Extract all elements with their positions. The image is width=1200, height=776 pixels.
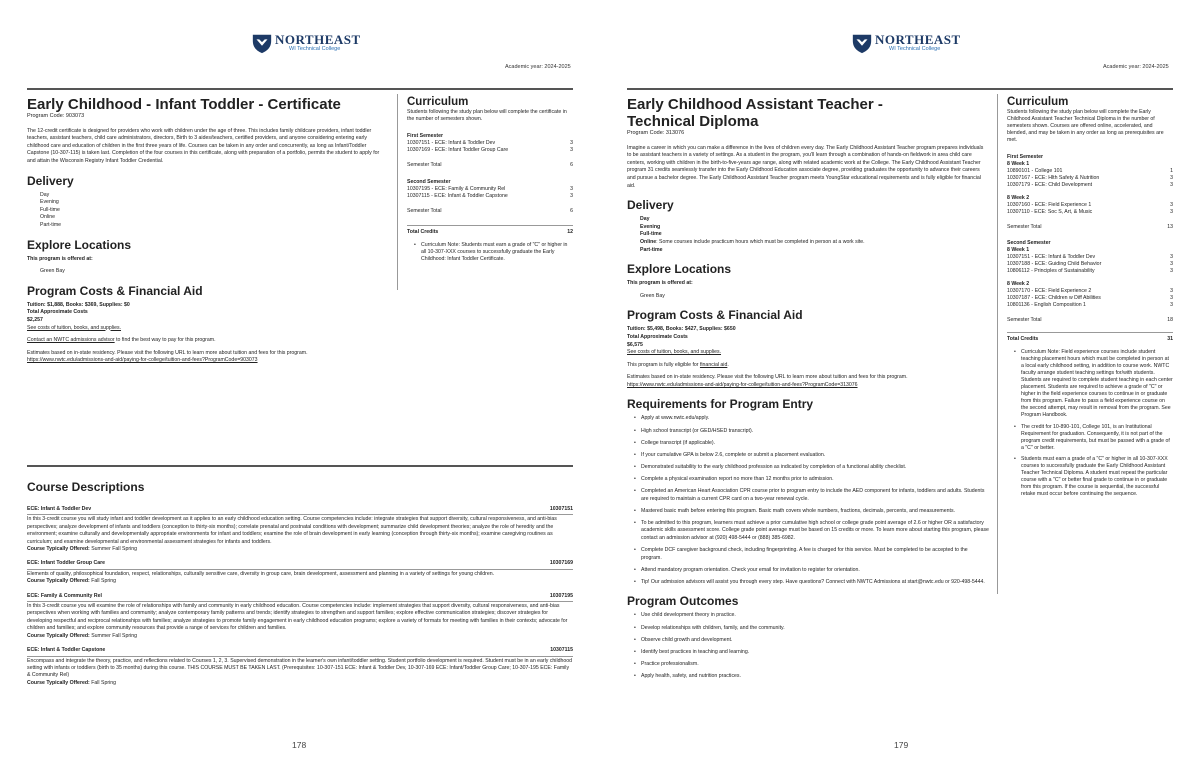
course-row: 10307188 - ECE: Guiding Child Behavior 3 (1007, 261, 1173, 267)
course-offered: Summer Fall Spring (89, 632, 138, 639)
course-entry: ECE: Infant & Toddler Dev 10307151 In this 3-credit course you will study infant and toddler development as it applies to an early childhood education setting. Course competencies include: integrate strategies that support diversity, cultural responsiveness, and anti-bias perspectives; analyze development of infants and toddlers (conception to thirty-six months); correlate prenatal and postnatal conditions with development; summarize child development theories; analyze the role of heredity and the environment; examine culturally and developmentally appropriate environments for infant and toddlers; examine the role of brain development in early learning (conception through thirty-six months); examine caregiving routines as curriculum; and examine developmental and environmental assessment strategies for infants and toddlers. Course Typically Offered: Summer Fall Spring (27, 506, 573, 553)
header-rule (627, 88, 1173, 90)
curriculum-notes (1007, 349, 1173, 498)
approx-label: Total Approximate Costs (627, 333, 688, 340)
semester-name: First Semester (1007, 154, 1044, 160)
section-rule (27, 465, 573, 467)
course-descriptions-heading: Course Descriptions (27, 480, 145, 494)
course-entry: ECE: Infant Toddler Group Care 10307169 Elements of quality, philosophical foundation, respect, relationships, culturally sensitive care, diversity in group care, brain development, assessment and planning in a variety of settings for young children. Course Typically Offered: Fall Spring (27, 560, 573, 585)
delivery-item: Evening (640, 223, 661, 230)
requirement-item: • If your cumulative GPA is below 2.6, complete or submit a placement evaluation. (634, 452, 989, 460)
course-descriptions (27, 480, 573, 694)
course-name: ECE: Infant & Toddler Dev (27, 506, 92, 512)
course-number: 10307151 (549, 506, 573, 512)
requirement-item: • Attend mandatory program orientation. Check your email for invitation to register for orientation. (634, 567, 989, 575)
curriculum-note: • Students must earn a grade of a "C" or higher in all 10-307-XXX courses to successfully graduate the Early Childhood Assistant Teacher Technical Diploma. A student must repeat the particular course with a "C" or better final grade to continue in or graduate from this program. If the course is sequential, the successful retake must occur before continuing the sequence. (1014, 456, 1173, 498)
contact-advisor-link[interactable]: Contact an NWTC admissions advisor (27, 337, 115, 344)
course-offered: Fall Spring (89, 679, 116, 686)
delivery-item: Online (40, 214, 55, 221)
curriculum-intro: Students following the study plan below will complete the Early Childhood Assistant Teacher Technical Diploma in the number of semesters shown. Courses are offered online, accelerated, and blended, and may be taken in any order as long as prerequisites are met. (1007, 109, 1164, 143)
curriculum-intro: Students following the study plan below will complete the certificate in the number of semesters shown. (407, 109, 567, 122)
course-row: 10801136 - English Composition 1 3 (1007, 302, 1173, 308)
location: Green Bay (40, 268, 65, 275)
course-row: 10307170 - ECE: Field Experience 2 3 (1007, 288, 1173, 294)
requirement-item: • To be admitted to this program, learners must achieve a prior cumulative high school or college grade point average of 2.6 or higher OR a satisfactory academic skills assessment score. College grade point average must be based on 15 credits or more. To learn more about starting this program, please contact an admission advisor at (920) 498-5444 or (888) 385-6982. (634, 520, 989, 543)
course-desc: Encompass and integrate the theory, practice, and reflections related to Courses 1, 2, 3. Supervised demonstration in the learner's own infant/toddler setting. Student portfolio development is required. Student must be in an early childhood setting with infants or toddlers (birth to 35 months) during this course. THIS COURSE MUST BE TAKEN LAST. (Prerequisites: 10-307-151 ECE: Infant & Toddler Dev, 10-307-169 ECE: Infant/Toddler Group Care; 10-307-195 ECE: Family & Community Rel) (27, 657, 573, 679)
delivery-item: Part-time (640, 246, 663, 253)
delivery-item: Day (640, 216, 650, 223)
block-name: 8 Week 1 (1007, 161, 1030, 167)
semester-name: Second Semester (407, 179, 451, 185)
course-row: 10307179 - ECE: Child Development 3 (1007, 182, 1173, 188)
program-main (627, 96, 989, 685)
outcome-item: • Use child development theory in practice. (634, 612, 989, 620)
outcome-item: • Develop relationships with children, family, and the community. (634, 625, 989, 633)
requirement-item: • Completed an American Heart Association CPR course prior to program entry to include the AED component for infants, toddlers and adults. Students are required to maintain a current CPR card on a two-year renewal cycle. (634, 488, 989, 503)
course-row: 10307167 - ECE: Hlth Safety & Nutrition 3 (1007, 175, 1173, 181)
program-main (27, 96, 389, 365)
northeast-logo: NORTHEAST WI Technical College (851, 32, 961, 54)
course-desc: In this 3-credit course you will study infant and toddler development as it applies to an early childhood education setting. Course competencies include: integrate strategies that support diversity, cultural responsiveness, and anti-bias perspectives; analyze development of infants and toddlers (conception to thirty-six months); correlate prenatal and postnatal conditions with development; summarize child development theories; analyze the role of heredity and the environment; examine culturally and developmentally appropriate environments for infant and toddlers; examine the role of brain development in early learning (conception through thirty-six months); examine caregiving routines as curriculum; and examine developmental and environmental assessment strategies for infants and toddlers. (27, 516, 557, 545)
delivery-item: Full-time (640, 231, 662, 238)
course-number: 10307195 (549, 592, 573, 599)
page-number: 178 (292, 740, 307, 750)
delivery-list (27, 192, 389, 230)
tuition: Tuition: $1,888, Books: $369, Supplies: $0 (27, 301, 130, 308)
requirement-item: • Mastered basic math before entering this program. Basic math covers whole numbers, fractions, decimals, percents, and measurements. (634, 508, 989, 516)
curriculum-note: • Curriculum Note: Students must earn a grade of "C" or higher in all 10-307-XXX courses to successfully graduate the Early Childhood: Infant Toddler Certificate. (414, 242, 573, 263)
course-number: 10307115 (550, 647, 573, 654)
curriculum-note: • Curriculum Note: Field experience courses include student teaching placement hours which must be completed in person at a local early childhood setting, in addition to course work. NWTC faculty arrange student teaching settings for/with students. Students are required to complete student teaching in each center placement. Students are required to achieve a grade of "C" or higher in the field experience courses to continue in or graduate from this program. Failure to pass a field experience course on the second attempt, may result in removal from the program. See Program Handbook. (1014, 349, 1173, 419)
page-title: Early Childhood Assistant Teacher - Technical Diploma (627, 96, 883, 130)
course-row: 10307187 - ECE: Children w Diff Abilities 3 (1007, 295, 1173, 301)
course-entry: ECE: Family & Community Rel 10307195 In this 3-credit course you will examine the role of relationships with family and community in early childhood education. Course competencies include: implement strategies that support diversity, cultural responsiveness, and anti-bias perspectives when working with families and community; analyze contemporary family patterns and trends; identify strategies to strengthen and support families; explore effective communication strategies; discover strategies for developing respectful and reciprocal relationships with families; analyze strategies to promote family engagement in early childhood education programs; explore a variety of formats for meeting with families in their contexts; advocate for children and families; and explore community resources that provide a range of services for children and families. Course Typically Offered: Summer Fall Spring (27, 592, 573, 639)
course-name: ECE: Infant Toddler Group Care (27, 560, 106, 567)
offered-at: This program is offered at: (627, 280, 693, 287)
course-row: 10307151 - ECE: Infant & Toddler Dev 3 (407, 140, 573, 146)
course-row: 10890101 - College 101 1 (1007, 168, 1173, 174)
requirement-item: • Demonstrated suitability to the early childhood profession as indicated by completion of a functional ability checklist. (634, 464, 989, 472)
course-row: 10307110 - ECE: Soc S, Art, & Music 3 (1007, 209, 1173, 215)
program-intro: Imagine a career in which you can make a difference in the lives of children every day. The Early Childhood Assistant Teacher program prepares individuals to be assistant teachers in a variety of settings. As a student in the program, you'll learn through a combination of hands-on fieldwork in area child care centers, working with children in the birth-to-five-years age range, along with related academic work at the College. The Early Childhood Assistant Teacher program 31 credits seamlessly transfer into the Early Childhood Education associate degree, providing graduates the opportunity to advance their careers and pursue a bachelor degree. The Early Childhood Assistant Teacher program meets YoungStar educational requirements and is fully eligible for financial aid. (627, 144, 984, 189)
outcome-item: • Observe child growth and development. (634, 637, 989, 645)
course-desc: Elements of quality, philosophical foundation, respect, relationships, culturally sensitive care, diversity in group care, brain development, assessment and planning in a variety of settings for young children. (27, 570, 495, 577)
outcome-item: • Apply health, safety, and nutrition practices. (634, 673, 989, 681)
financial-aid-line: This program is fully eligible for financial aid. (627, 361, 729, 368)
outcome-item: • Practice professionalism. (634, 661, 989, 669)
costs-heading: Program Costs & Financial Aid (27, 283, 203, 298)
course-row: 10307115 - ECE: Infant & Toddler Capstone 3 (407, 193, 573, 199)
column-divider (997, 94, 998, 594)
curriculum-heading: Curriculum (407, 96, 469, 108)
semester-total: Semester Total 18 (1007, 317, 1173, 323)
delivery-item: Online: Some courses include practicum hours which must be completed in person at a work site. (640, 238, 865, 245)
course-desc: In this 3-credit course you will examine the role of relationships with family and community in early childhood education. Course competencies include: implement strategies that support diversity, cultural responsiveness, and anti-bias perspectives when working with families and community; analyze contemporary family patterns and trends; identify strategies to strengthen and support families; explore effective communication strategies; discover strategies for developing respectful and reciprocal relationships with families; analyze strategies to promote family engagement in early childhood education programs; explore a variety of formats for meeting with families in their contexts; advocate for children and families; and explore community resources that provide a range of services for children and families. (27, 603, 568, 632)
tuition: Tuition: $5,498, Books: $427, Supplies: $650 (627, 326, 736, 333)
block-name: 8 Week 2 (1007, 195, 1030, 201)
location: Green Bay (640, 292, 665, 299)
outcome-item: • Identify best practices in teaching and learning. (634, 649, 989, 657)
requirements-heading: Requirements for Program Entry (627, 397, 814, 412)
course-name: ECE: Family & Community Rel (27, 592, 102, 599)
program-intro: The 12-credit certificate is designed for providers who work with children under the age of three. This includes family childcare providers, infant toddler teachers, assistant teachers, child care administrators, directors, Birth to 3 aides/teachers, certified providers, and anyone considering entering early childhood care and education of children in the first three years of life. Courses can be taken in any order and concurrently, as long as Infant/Toddler Capstone (10-307-115) is taken last. Completion of the four courses in this certificate, along with preparation of a portfolio, permits the student to apply for and attain the Wisconsin Registry Infant Toddler Credential. (27, 127, 380, 164)
course-row: 10307169 - ECE: Infant Toddler Group Care 3 (407, 147, 573, 153)
page-179 (600, 0, 1200, 776)
requirement-item: • Complete DCF caregiver background check, including fingerprinting. A fee is charged for this service. Must be completed to be accepted to the program. (634, 547, 989, 562)
costs-link[interactable]: See costs of tuition, books, and supplies. (27, 324, 122, 331)
outcomes-list (627, 612, 989, 680)
outcomes-heading: Program Outcomes (627, 594, 739, 609)
shield-logo-icon (251, 32, 273, 54)
semester-total: Semester Total 6 (407, 208, 573, 214)
academic-year: Academic year: 2024-2025 (505, 64, 571, 70)
delivery-list (627, 216, 989, 254)
page-number: 179 (894, 740, 909, 750)
requirement-item: • Tip! Our admission advisors will assist you through every step. Have questions? Connect with NWTC Admissions at start@nwtc.edu or 920-498-5444. (634, 579, 989, 587)
approx-value: $2,257 (27, 316, 43, 323)
semester-total: Semester Total 13 (1007, 224, 1173, 230)
curriculum-heading: Curriculum (1007, 96, 1069, 108)
delivery-heading: Delivery (27, 173, 74, 188)
delivery-item: Evening (40, 199, 59, 206)
course-row: 10307195 - ECE: Family & Community Rel 3 (407, 186, 573, 192)
academic-year: Academic year: 2024-2025 (1103, 64, 1169, 70)
curriculum (1007, 96, 1173, 503)
requirement-item: • High school transcript (or GED/HSED transcript). (634, 428, 989, 436)
requirement-item: • College transcript (if applicable). (634, 440, 989, 448)
total-credits: Total Credits 31 (1007, 332, 1173, 343)
program-code: Program Code: 313076 (627, 130, 685, 136)
shield-logo-icon (851, 32, 873, 54)
course-entry: ECE: Infant & Toddler Capstone 10307115 Encompass and integrate the theory, practice, and reflections related to Courses 1, 2, 3. Supervised demonstration in the learner's own infant/toddler setting. Student portfolio development is required. Student must be in an early childhood setting with infants or toddlers (birth to 35 months) during this course. THIS COURSE MUST BE TAKEN LAST. (Prerequisites: 10-307-151 ECE: Infant & Toddler Dev, 10-307-169 ECE: Infant/Toddler Group Care; 10-307-195 ECE: Family & Community Rel) Course Typically Offered: Fall Spring (27, 647, 573, 686)
delivery-heading: Delivery (627, 198, 674, 213)
estimates-text: Estimates based on in-state residency. Please visit the following URL to learn more about tuition and fees for this program. (27, 349, 308, 356)
semester-name: First Semester (407, 133, 444, 139)
delivery-item: Day (40, 191, 50, 198)
estimates-text: Estimates based on in-state residency. Please visit the following URL to learn more about tuition and fees for this program. (627, 374, 908, 381)
page-title: Early Childhood - Infant Toddler - Certificate (27, 96, 341, 113)
costs-heading: Program Costs & Financial Aid (627, 308, 803, 323)
curriculum (407, 96, 573, 268)
financial-aid-link[interactable]: financial aid (699, 361, 728, 368)
course-row: 10806112 - Principles of Sustainability 3 (1007, 268, 1173, 274)
program-code: Program Code: 903073 (27, 113, 85, 119)
course-offered: Fall Spring (89, 578, 116, 585)
semester-name: Second Semester (1007, 240, 1051, 246)
northeast-logo: NORTHEAST WI Technical College (251, 32, 361, 54)
tuition-url[interactable]: https://www.nwtc.edu/admissions-and-aid/paying-for-college/tuition-and-fees?ProgramCode=313076 (627, 381, 858, 388)
delivery-item: Full-time (40, 206, 60, 213)
locations-heading: Explore Locations (27, 237, 132, 252)
locations-heading: Explore Locations (627, 262, 732, 277)
offered-at: This program is offered at: (27, 255, 93, 262)
requirements-list (627, 415, 989, 586)
contact-line: Contact an NWTC admissions advisor to find the best way to pay for this program. (27, 337, 216, 344)
approx-label: Total Approximate Costs (27, 309, 88, 316)
column-divider (397, 94, 398, 290)
total-credits: Total Credits 12 (407, 225, 573, 236)
costs-link[interactable]: See costs of tuition, books, and supplies. (627, 349, 722, 356)
course-name: ECE: Infant & Toddler Capstone (27, 647, 106, 654)
semester-total: Semester Total 6 (407, 162, 573, 168)
tuition-url[interactable]: https://www.nwtc.edu/admissions-and-aid/paying-for-college/tuition-and-fees?ProgramCode=903073 (27, 357, 258, 364)
curriculum-notes (407, 242, 573, 263)
course-row: 10307160 - ECE: Field Experience 1 3 (1007, 202, 1173, 208)
requirement-item: • Complete a physical examination report no more than 12 months prior to admission. (634, 476, 989, 484)
delivery-item: Part-time (40, 221, 62, 228)
block-name: 8 Week 1 (1007, 247, 1030, 253)
block-name: 8 Week 2 (1007, 281, 1030, 287)
header-rule (27, 88, 573, 90)
approx-value: $6,575 (627, 341, 643, 348)
curriculum-note: • The credit for 10-890-101, College 101, is an Institutional Requirement for graduation. Consequently, it is not part of the program credit requirements, but must be passed with a grade of a "C" or better. (1014, 424, 1173, 452)
course-number: 10307169 (549, 560, 573, 567)
course-offered: Summer Fall Spring (89, 546, 138, 553)
requirement-item: • Apply at www.nwtc.edu/apply. (634, 415, 989, 423)
course-row: 10307151 - ECE: Infant & Toddler Dev 3 (1007, 254, 1173, 260)
